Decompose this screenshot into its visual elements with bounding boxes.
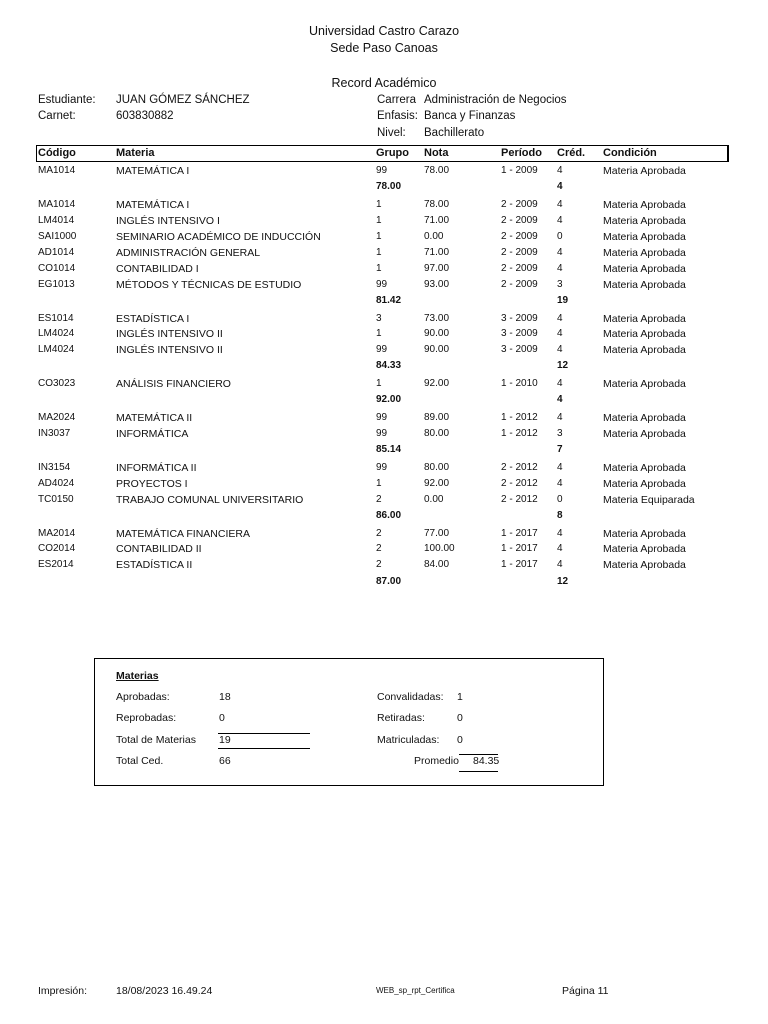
cell-codigo: LM4014 xyxy=(38,215,75,226)
cell-cred: 4 xyxy=(557,344,563,355)
cell-materia: PROYECTOS I xyxy=(116,478,188,490)
table-row xyxy=(0,247,768,263)
cell-codigo: IN3037 xyxy=(38,428,71,439)
promedio-value: 84.35 xyxy=(473,755,500,767)
cell-codigo: CO1014 xyxy=(38,263,76,274)
emphasis-label: Enfasis: xyxy=(377,110,418,122)
cell-materia: MÉTODOS Y TÉCNICAS DE ESTUDIO xyxy=(116,279,302,291)
cell-nota: 100.00 xyxy=(424,543,455,554)
cell-periodo: 1 - 2017 xyxy=(501,528,538,539)
cell-nota: 80.00 xyxy=(424,428,450,439)
subtotal-row xyxy=(0,444,768,460)
subtotal-row xyxy=(0,295,768,311)
cell-cred: 4 xyxy=(557,263,563,274)
cell-cred: 4 xyxy=(557,247,563,258)
cell-condicion: Materia Aprobada xyxy=(603,199,686,211)
cell-periodo: 1 - 2012 xyxy=(501,412,538,423)
convalidadas-label: Convalidadas: xyxy=(377,691,444,703)
subtotal-creditos: 12 xyxy=(557,576,569,587)
cell-grupo: 1 xyxy=(376,328,382,339)
cell-codigo: ES1014 xyxy=(38,313,74,324)
cell-grupo: 3 xyxy=(376,313,382,324)
cell-grupo: 1 xyxy=(376,215,382,226)
subtotal-promedio: 92.00 xyxy=(376,394,402,405)
table-row xyxy=(0,231,768,247)
cell-condicion: Materia Aprobada xyxy=(603,165,686,177)
subtotal-row xyxy=(0,576,768,592)
col-cred: Créd. xyxy=(557,147,586,159)
cell-materia: INGLÉS INTENSIVO I xyxy=(116,215,220,227)
subtotal-promedio: 85.14 xyxy=(376,444,402,455)
cell-codigo: CO2014 xyxy=(38,543,76,554)
cell-condicion: Materia Aprobada xyxy=(603,462,686,474)
cell-cred: 4 xyxy=(557,199,563,210)
cell-codigo: LM4024 xyxy=(38,328,75,339)
retiradas-value: 0 xyxy=(457,712,463,724)
col-nota: Nota xyxy=(424,147,449,159)
cell-nota: 71.00 xyxy=(424,247,450,258)
cell-codigo: MA1014 xyxy=(38,199,76,210)
university-name: Universidad Castro Carazo xyxy=(308,24,460,38)
cell-nota: 97.00 xyxy=(424,263,450,274)
career: Administración de Negocios xyxy=(424,94,567,106)
promedio-label: Promedio xyxy=(414,755,459,767)
col-materia: Materia xyxy=(116,147,155,159)
cell-cred: 4 xyxy=(557,378,563,389)
cell-nota: 71.00 xyxy=(424,215,450,226)
total-materias-value: 19 xyxy=(219,734,231,746)
cell-grupo: 99 xyxy=(376,428,388,439)
cell-cred: 4 xyxy=(557,543,563,554)
table-row xyxy=(0,199,768,215)
cell-condicion: Materia Aprobada xyxy=(603,231,686,243)
cell-cred: 4 xyxy=(557,412,563,423)
col-codigo: Código xyxy=(38,147,76,159)
cell-condicion: Materia Aprobada xyxy=(603,478,686,490)
cell-periodo: 3 - 2009 xyxy=(501,328,538,339)
student-name: JUAN GÓMEZ SÁNCHEZ xyxy=(116,94,250,106)
table-row xyxy=(0,462,768,478)
subtotal-creditos: 7 xyxy=(557,444,563,455)
cell-grupo: 1 xyxy=(376,478,382,489)
col-grupo: Grupo xyxy=(376,147,409,159)
table-row xyxy=(0,378,768,394)
cell-cred: 4 xyxy=(557,462,563,473)
cell-condicion: Materia Aprobada xyxy=(603,247,686,259)
cell-cred: 3 xyxy=(557,279,563,290)
cell-periodo: 1 - 2017 xyxy=(501,543,538,554)
cell-condicion: Materia Aprobada xyxy=(603,313,686,325)
cell-grupo: 2 xyxy=(376,543,382,554)
cell-materia: MATEMÁTICA II xyxy=(116,412,193,424)
cell-codigo: TC0150 xyxy=(38,494,74,505)
cell-periodo: 2 - 2009 xyxy=(501,231,538,242)
table-row xyxy=(0,478,768,494)
cell-periodo: 1 - 2012 xyxy=(501,428,538,439)
cell-grupo: 99 xyxy=(376,412,388,423)
cell-grupo: 99 xyxy=(376,165,388,176)
cell-codigo: CO3023 xyxy=(38,378,76,389)
page-number: Página 11 xyxy=(562,985,609,997)
subtotal-creditos: 19 xyxy=(557,295,569,306)
subtotal-promedio: 78.00 xyxy=(376,181,402,192)
cell-periodo: 2 - 2012 xyxy=(501,478,538,489)
cell-materia: ESTADÍSTICA I xyxy=(116,313,190,325)
cell-periodo: 1 - 2017 xyxy=(501,559,538,570)
cell-periodo: 3 - 2009 xyxy=(501,344,538,355)
subtotal-promedio: 81.42 xyxy=(376,295,402,306)
cell-periodo: 2 - 2009 xyxy=(501,263,538,274)
table-row xyxy=(0,528,768,544)
cell-codigo: MA1014 xyxy=(38,165,76,176)
col-condicion: Condición xyxy=(603,147,657,159)
cell-nota: 78.00 xyxy=(424,165,450,176)
cell-nota: 89.00 xyxy=(424,412,450,423)
cell-cred: 4 xyxy=(557,328,563,339)
cell-nota: 93.00 xyxy=(424,279,450,290)
cell-condicion: Materia Aprobada xyxy=(603,559,686,571)
cell-periodo: 2 - 2009 xyxy=(501,279,538,290)
cell-codigo: SAI1000 xyxy=(38,231,77,242)
retiradas-label: Retiradas: xyxy=(377,712,425,724)
level-label: Nivel: xyxy=(377,127,406,139)
table-row xyxy=(0,543,768,559)
cell-materia: INFORMÁTICA II xyxy=(116,462,197,474)
aprobadas-label: Aprobadas: xyxy=(116,691,170,703)
subtotal-creditos: 4 xyxy=(557,394,563,405)
cell-codigo: IN3154 xyxy=(38,462,71,473)
cell-periodo: 2 - 2009 xyxy=(501,247,538,258)
subtotal-row xyxy=(0,394,768,410)
cell-nota: 90.00 xyxy=(424,328,450,339)
impresion-label: Impresión: xyxy=(38,985,88,997)
impresion-datetime: 18/08/2023 16.49.24 xyxy=(116,985,213,997)
cell-periodo: 2 - 2009 xyxy=(501,199,538,210)
cell-nota: 77.00 xyxy=(424,528,450,539)
cell-materia: ADMINISTRACIÓN GENERAL xyxy=(116,247,261,259)
table-row xyxy=(0,559,768,575)
cell-cred: 4 xyxy=(557,528,563,539)
cell-cred: 3 xyxy=(557,428,563,439)
cell-cred: 4 xyxy=(557,559,563,570)
cell-materia: INGLÉS INTENSIVO II xyxy=(116,344,223,356)
cell-condicion: Materia Aprobada xyxy=(603,428,686,440)
table-row xyxy=(0,328,768,344)
summary-title: Materias xyxy=(116,670,159,682)
table-row xyxy=(0,428,768,444)
table-row xyxy=(0,313,768,329)
cell-periodo: 2 - 2012 xyxy=(501,494,538,505)
cell-codigo: AD1014 xyxy=(38,247,75,258)
cell-materia: INGLÉS INTENSIVO II xyxy=(116,328,223,340)
cell-grupo: 2 xyxy=(376,559,382,570)
cell-grupo: 1 xyxy=(376,263,382,274)
col-periodo: Período xyxy=(501,147,542,159)
cell-materia: MATEMÁTICA I xyxy=(116,199,190,211)
matriculadas-label: Matriculadas: xyxy=(377,734,440,746)
cell-nota: 80.00 xyxy=(424,462,450,473)
cell-materia: TRABAJO COMUNAL UNIVERSITARIO xyxy=(116,494,304,506)
subtotal-promedio: 84.33 xyxy=(376,360,402,371)
table-row xyxy=(0,494,768,510)
cell-nota: 0.00 xyxy=(424,231,444,242)
cell-grupo: 1 xyxy=(376,378,382,389)
student-id-label: Carnet: xyxy=(38,110,76,122)
cell-condicion: Materia Aprobada xyxy=(603,378,686,390)
cell-grupo: 1 xyxy=(376,247,382,258)
reprobadas-label: Reprobadas: xyxy=(116,712,177,724)
cell-cred: 4 xyxy=(557,313,563,324)
cell-materia: CONTABILIDAD I xyxy=(116,263,199,275)
table-row xyxy=(0,279,768,295)
cell-cred: 4 xyxy=(557,165,563,176)
level: Bachillerato xyxy=(424,127,485,139)
cell-nota: 90.00 xyxy=(424,344,450,355)
cell-nota: 0.00 xyxy=(424,494,444,505)
subtotal-row xyxy=(0,360,768,376)
cell-condicion: Materia Aprobada xyxy=(603,528,686,540)
cell-condicion: Materia Equiparada xyxy=(603,494,695,506)
cell-materia: MATEMÁTICA I xyxy=(116,165,190,177)
cell-condicion: Materia Aprobada xyxy=(603,263,686,275)
cell-periodo: 3 - 2009 xyxy=(501,313,538,324)
aprobadas-value: 18 xyxy=(219,691,231,703)
matriculadas-value: 0 xyxy=(457,734,463,746)
cell-periodo: 2 - 2012 xyxy=(501,462,538,473)
report-id: WEB_sp_rpt_Certifica xyxy=(376,986,455,995)
total-materias-box xyxy=(218,733,310,749)
cell-cred: 4 xyxy=(557,478,563,489)
cell-nota: 84.00 xyxy=(424,559,450,570)
subtotal-creditos: 8 xyxy=(557,510,563,521)
emphasis: Banca y Finanzas xyxy=(424,110,516,122)
career-label: Carrera xyxy=(377,94,416,106)
cell-nota: 73.00 xyxy=(424,313,450,324)
cell-periodo: 1 - 2009 xyxy=(501,165,538,176)
total-ced-label: Total Ced. xyxy=(116,755,164,767)
student-id: 603830882 xyxy=(116,110,174,122)
cell-condicion: Materia Aprobada xyxy=(603,543,686,555)
cell-grupo: 2 xyxy=(376,494,382,505)
cell-codigo: MA2024 xyxy=(38,412,76,423)
subtotal-promedio: 87.00 xyxy=(376,576,402,587)
subtotal-promedio: 86.00 xyxy=(376,510,402,521)
cell-cred: 0 xyxy=(557,231,563,242)
cell-grupo: 99 xyxy=(376,344,388,355)
cell-codigo: LM4024 xyxy=(38,344,75,355)
cell-codigo: MA2014 xyxy=(38,528,76,539)
table-row xyxy=(0,263,768,279)
cell-grupo: 2 xyxy=(376,528,382,539)
cell-materia: INFORMÁTICA xyxy=(116,428,189,440)
campus-name: Sede Paso Canoas xyxy=(330,41,438,55)
table-row xyxy=(0,412,768,428)
cell-materia: ESTADÍSTICA II xyxy=(116,559,193,571)
cell-codigo: ES2014 xyxy=(38,559,74,570)
cell-periodo: 1 - 2010 xyxy=(501,378,538,389)
convalidadas-value: 1 xyxy=(457,691,463,703)
cell-condicion: Materia Aprobada xyxy=(603,279,686,291)
cell-codigo: AD4024 xyxy=(38,478,75,489)
cell-periodo: 2 - 2009 xyxy=(501,215,538,226)
student-name-label: Estudiante: xyxy=(38,94,96,106)
cell-grupo: 99 xyxy=(376,279,388,290)
cell-nota: 92.00 xyxy=(424,378,450,389)
cell-materia: ANÁLISIS FINANCIERO xyxy=(116,378,231,390)
table-row xyxy=(0,344,768,360)
table-row xyxy=(0,165,768,181)
cell-materia: CONTABILIDAD II xyxy=(116,543,202,555)
cell-condicion: Materia Aprobada xyxy=(603,412,686,424)
cell-cred: 4 xyxy=(557,215,563,226)
cell-grupo: 1 xyxy=(376,231,382,242)
cell-condicion: Materia Aprobada xyxy=(603,215,686,227)
subtotal-row xyxy=(0,510,768,526)
subtotal-row xyxy=(0,181,768,197)
cell-cred: 0 xyxy=(557,494,563,505)
cell-condicion: Materia Aprobada xyxy=(603,344,686,356)
cell-condicion: Materia Aprobada xyxy=(603,328,686,340)
document-title: Record Académico xyxy=(331,76,437,90)
total-materias-label: Total de Materias xyxy=(116,734,196,746)
cell-nota: 92.00 xyxy=(424,478,450,489)
subtotal-creditos: 12 xyxy=(557,360,569,371)
cell-materia: MATEMÁTICA FINANCIERA xyxy=(116,528,250,540)
table-row xyxy=(0,215,768,231)
cell-nota: 78.00 xyxy=(424,199,450,210)
cell-grupo: 99 xyxy=(376,462,388,473)
cell-grupo: 1 xyxy=(376,199,382,210)
cell-materia: SEMINARIO ACADÉMICO DE INDUCCIÓN xyxy=(116,231,321,243)
total-ced-value: 66 xyxy=(219,755,231,767)
subtotal-creditos: 4 xyxy=(557,181,563,192)
reprobadas-value: 0 xyxy=(219,712,225,724)
cell-codigo: EG1013 xyxy=(38,279,75,290)
